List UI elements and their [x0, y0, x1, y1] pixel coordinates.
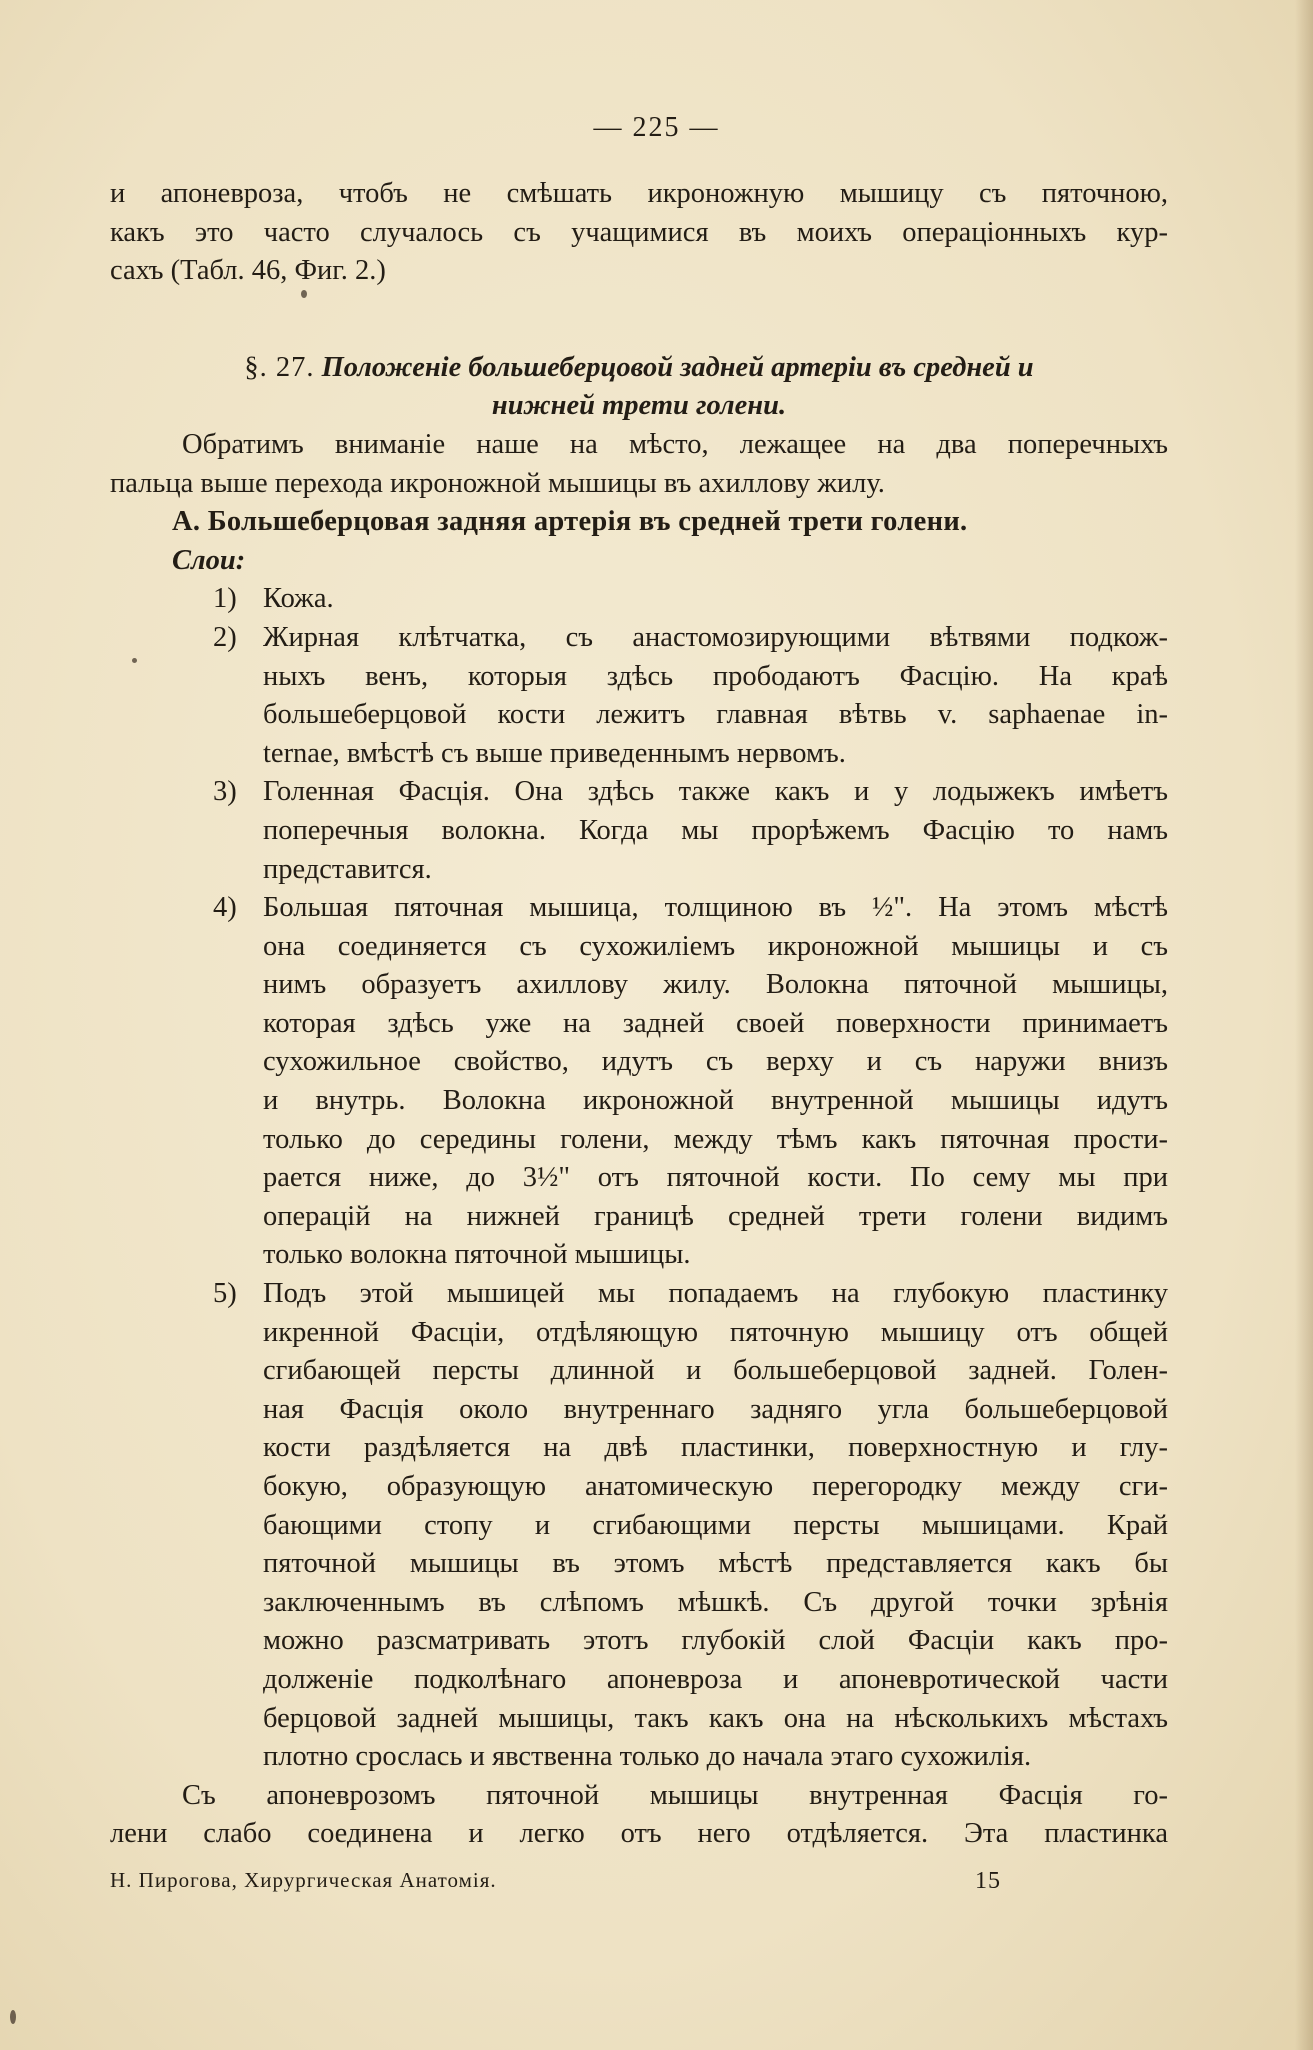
page-body [110, 175, 1168, 1854]
text-line: рается ниже, до 3½" отъ пяточной кости. По сему мы при [263, 1162, 1168, 1194]
text-line: ныхъ венъ, которыя здѣсь прободаютъ Фасцію. На краѣ [263, 660, 1168, 692]
list-item [110, 889, 1168, 1275]
text-line: ternae, вмѣстѣ съ выше приведеннымъ нервомъ. [263, 737, 846, 769]
text-line: пальца выше перехода икроножной мышицы въ ахиллову жилу. [110, 467, 885, 499]
footer-signature: 15 [975, 1868, 1001, 1894]
text-line: пяточной мышицы въ этомъ мѣстѣ представляется какъ бы [263, 1548, 1168, 1580]
ink-speck [301, 290, 307, 298]
text-line: сухожильное свойство, идутъ съ верху и съ наружи внизъ [263, 1046, 1168, 1078]
list-item [110, 1275, 1168, 1777]
text-line: плотно срослась и явственна только до начала этаго сухожилія. [263, 1741, 1032, 1773]
text-line: бокую, образующую анатомическую перегородку между сги- [263, 1471, 1168, 1502]
section-heading-line-1 [110, 349, 1168, 388]
text-line: операцій на нижней границѣ средней трети голени видимъ [263, 1200, 1168, 1232]
text-line: Съ апоневрозомъ пяточной мышицы внутренная Фасція го- [182, 1779, 1168, 1811]
text-line: нимъ образуетъ ахиллову жилу. Волокна пяточной мышицы, [263, 969, 1168, 1001]
ink-speck [10, 2010, 16, 2024]
item-number: 3) [213, 776, 237, 808]
item-number: 1) [213, 583, 237, 615]
item-number: 4) [213, 892, 237, 924]
page-footer [110, 1868, 1010, 1893]
text-line: Подъ этой мышицей мы попадаемъ на глубокую пластинку [263, 1278, 1168, 1310]
list-item [110, 619, 1168, 773]
intro-paragraph [110, 175, 1168, 291]
text-line: и внутрь. Волокна икроножной внутренной мышицы идутъ [263, 1085, 1168, 1117]
page-edge-shadow [1295, 0, 1313, 2050]
text-line: Жирная клѣтчатка, съ анастомозирующими вѣтвями подкож- [263, 621, 1168, 653]
text-line: кости раздѣляется на двѣ пластинки, поверхностную и глу- [263, 1432, 1168, 1464]
text-line: только до середины голени, между тѣмъ какъ пяточная прости- [263, 1123, 1168, 1155]
section-title-part-2: нижней трети голени. [491, 390, 787, 422]
section-heading [110, 349, 1168, 426]
text-line: большеберцовой кости лежитъ главная вѣтвь v. saphaenae in- [263, 699, 1168, 731]
text-line: бающими стопу и сгибающими персты мышицами. Край [263, 1509, 1168, 1541]
text-line: Большая пяточная мышица, толщиною въ ½". На этомъ мѣстѣ [263, 892, 1168, 924]
subheading: A. Большеберцовая задняя артерія въ средней трети голени. [172, 506, 968, 538]
text-line: берцовой задней мышицы, такъ какъ она на нѣсколькихъ мѣстахъ [263, 1702, 1168, 1734]
text-line: Кожа. [263, 583, 334, 615]
text-line: лени слабо соединена и легко отъ него отдѣляется. Эта пластинка [110, 1818, 1168, 1850]
text-line: Голенная Фасція. Она здѣсь также какъ и у лодыжекъ имѣетъ [263, 776, 1168, 808]
text-line: и апоневроза, чтобъ не смѣшать икроножную мышицу съ пяточною, [110, 178, 1168, 209]
text-line: заключеннымъ въ слѣпомъ мѣшкѣ. Съ другой точки зрѣнія [263, 1586, 1168, 1618]
text-line: поперечныя волокна. Когда мы прорѣжемъ Фасцію то намъ [263, 814, 1168, 846]
text-line: представится. [263, 853, 432, 885]
text-line: можно разсматривать этотъ глубокій слой Фасціи какъ про- [263, 1625, 1168, 1657]
text-line: сгибающей персты длинной и большеберцовой задней. Голен- [263, 1355, 1168, 1387]
text-line: долженіе подколѣнаго апоневроза и апоневротической части [263, 1663, 1168, 1695]
text-line: Обратимъ вниманіе наше на мѣсто, лежащее на два поперечныхъ [182, 428, 1168, 460]
page-number: — 225 — [593, 112, 720, 143]
closing-paragraph [110, 1777, 1168, 1854]
intro-text [110, 426, 1168, 503]
text-line: только волокна пяточной мышицы. [263, 1239, 691, 1271]
ink-speck [132, 658, 137, 663]
text-line: какъ это часто случалось съ учащимися въ моихъ операціонныхъ кур- [110, 216, 1168, 248]
list-item [110, 773, 1168, 889]
layers-label: Слои: [172, 544, 246, 576]
item-number: 5) [213, 1278, 237, 1310]
text-line: она соединяется съ сухожиліемъ икроножной мышицы и съ [263, 930, 1168, 962]
section-number: §. 27. [244, 351, 315, 383]
text-line: которая здѣсь уже на задней своей поверхности принимаетъ [263, 1007, 1168, 1039]
text-line: ная Фасція около внутреннаго задняго угла большеберцовой [263, 1393, 1168, 1425]
text-line: икренной Фасціи, отдѣляющую пяточную мышицу отъ общей [263, 1316, 1168, 1348]
item-number: 2) [213, 621, 237, 653]
section-title-part-1: Положеніе большеберцовой задней артеріи въ средней и [321, 351, 1034, 383]
text-line: сахъ (Табл. 46, Фиг. 2.) [110, 255, 386, 287]
list-item [110, 580, 1168, 619]
footer-author-title: Н. Пирогова, Хирургическая Анатомія. [110, 1868, 497, 1892]
